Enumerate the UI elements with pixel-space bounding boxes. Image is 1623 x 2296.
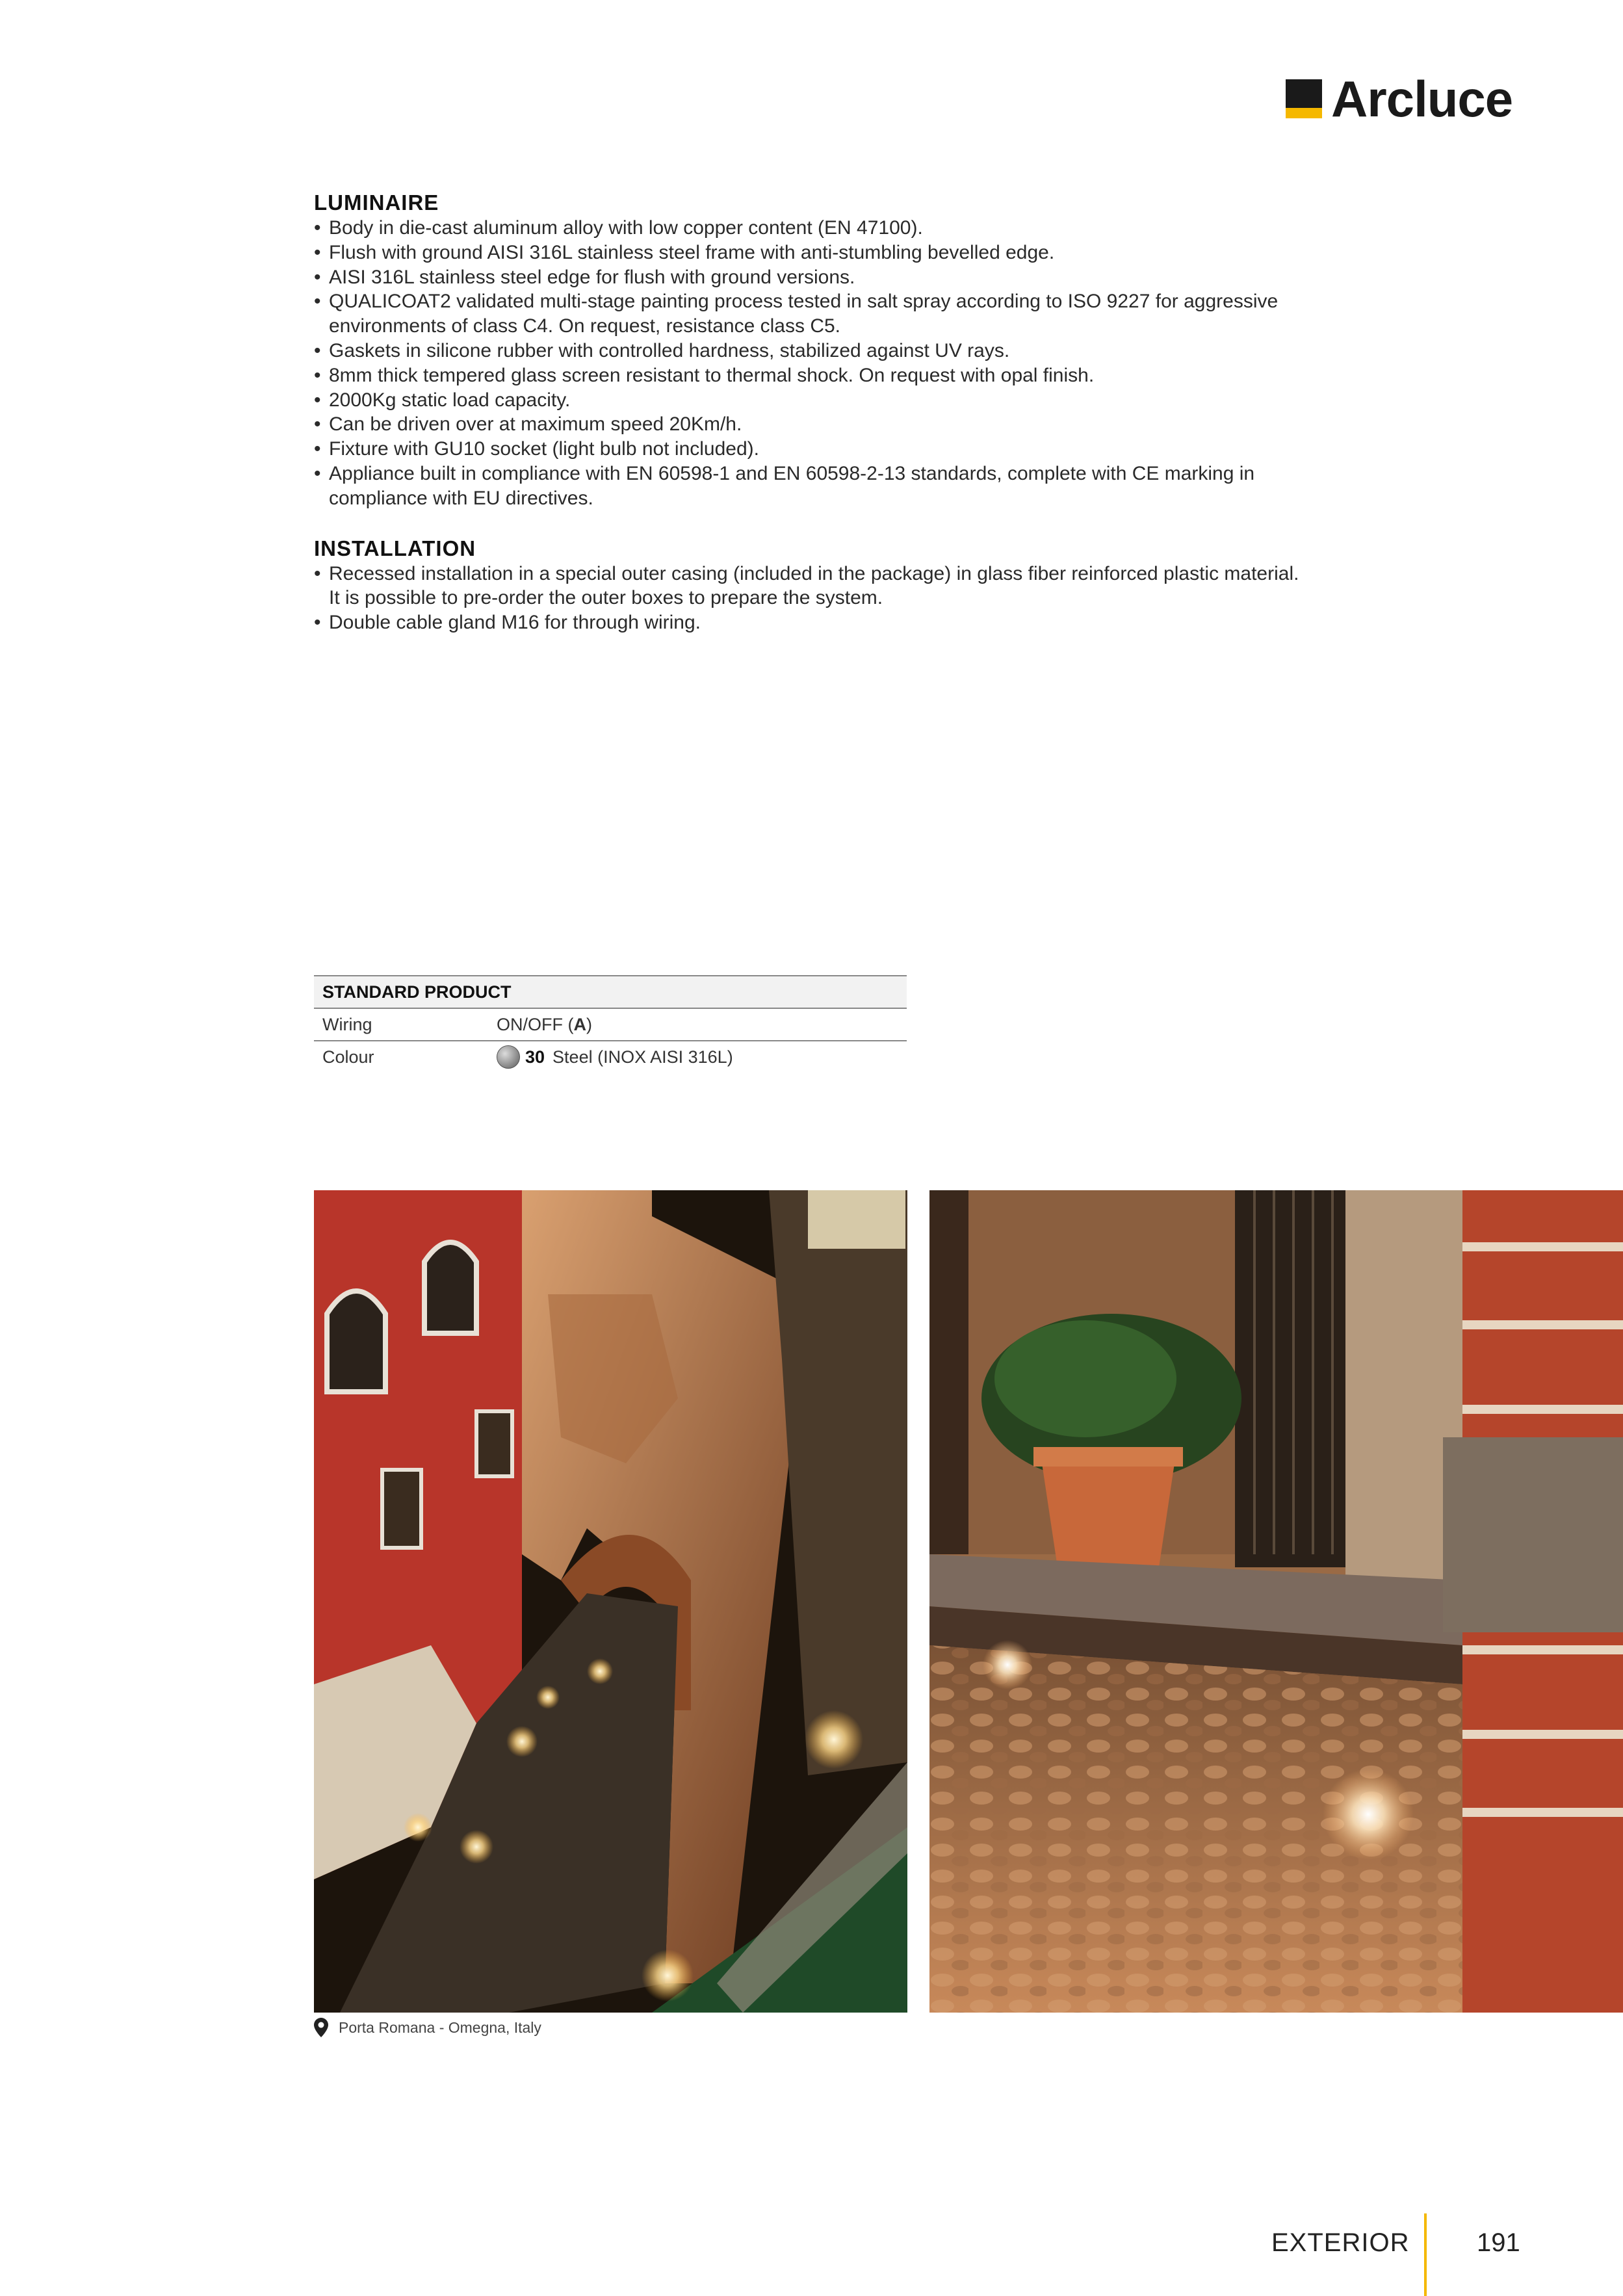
- arcluce-logo-mark-icon: [1286, 79, 1322, 118]
- colour-code: 30: [525, 1047, 545, 1067]
- list-item: • Body in die-cast aluminum alloy with low copper content (EN 47100).: [314, 216, 1302, 241]
- table-row-wiring: [314, 1009, 907, 1041]
- list-item: • Double cable gland M16 for through wiring.: [314, 610, 1302, 635]
- wiring-value: [497, 1015, 592, 1035]
- installation-title: INSTALLATION: [314, 536, 476, 560]
- colour-value: [497, 1045, 733, 1069]
- location-pin-icon: [314, 2018, 328, 2037]
- standard-product-table: [314, 975, 907, 1073]
- list-item: • 8mm thick tempered glass screen resistant to thermal shock. On request with opal finish.: [314, 363, 1302, 388]
- footer-divider: [1424, 2213, 1427, 2296]
- table-row-colour: [314, 1041, 907, 1073]
- footer-section-label: EXTERIOR: [1271, 2228, 1410, 2257]
- installation-section: [314, 536, 1302, 635]
- wiring-label: Wiring: [322, 1014, 372, 1034]
- list-item: • AISI 316L stainless steel edge for flush with ground versions.: [314, 265, 1302, 290]
- wiring-value-prefix: ON/OFF (: [497, 1014, 574, 1034]
- brand-logo: [1286, 70, 1513, 127]
- list-item: • Gaskets in silicone rubber with controlled hardness, stabilized against UV rays.: [314, 339, 1302, 363]
- luminaire-title: LUMINAIRE: [314, 190, 439, 215]
- photo-caption: [314, 2018, 541, 2037]
- installation-list: [314, 562, 1302, 635]
- list-item: • Flush with ground AISI 316L stainless steel frame with anti-stumbling bevelled edge.: [314, 241, 1302, 265]
- list-item: • Recessed installation in a special outer casing (included in the package) in glass fiber reinforced plastic material. It is possible to pre-order the outer boxes to prepare the system.: [314, 562, 1302, 611]
- list-item: • Appliance built in compliance with EN 60598-1 and EN 60598-2-13 standards, complete with CE marking in compliance with EU directives.: [314, 462, 1302, 511]
- colour-label: Colour: [322, 1047, 374, 1067]
- brand-name: Arcluce: [1331, 70, 1513, 127]
- specifications: [314, 190, 1302, 635]
- photo-porta-romana: [314, 1190, 907, 2013]
- luminaire-list: [314, 216, 1302, 511]
- list-item: • 2000Kg static load capacity.: [314, 388, 1302, 413]
- list-item: • Fixture with GU10 socket (light bulb not included).: [314, 437, 1302, 462]
- steel-colour-swatch-icon: [497, 1045, 520, 1069]
- luminaire-section: [314, 190, 1302, 511]
- list-item: • QUALICOAT2 validated multi-stage painting process tested in salt spray according to ISO 9227 for aggressive environments of class C4. On request, resistance class C5.: [314, 289, 1302, 339]
- photo-cobblestone-planter: [929, 1190, 1623, 2013]
- wiring-code: A: [573, 1014, 586, 1034]
- wiring-value-suffix: ): [586, 1014, 592, 1034]
- caption-text: Porta Romana - Omegna, Italy: [339, 2018, 541, 2036]
- page-number: 191: [1477, 2228, 1520, 2257]
- colour-name: Steel (INOX AISI 316L): [552, 1047, 733, 1067]
- list-item: • Can be driven over at maximum speed 20Km/h.: [314, 412, 1302, 437]
- standard-product-title: STANDARD PRODUCT: [314, 975, 907, 1009]
